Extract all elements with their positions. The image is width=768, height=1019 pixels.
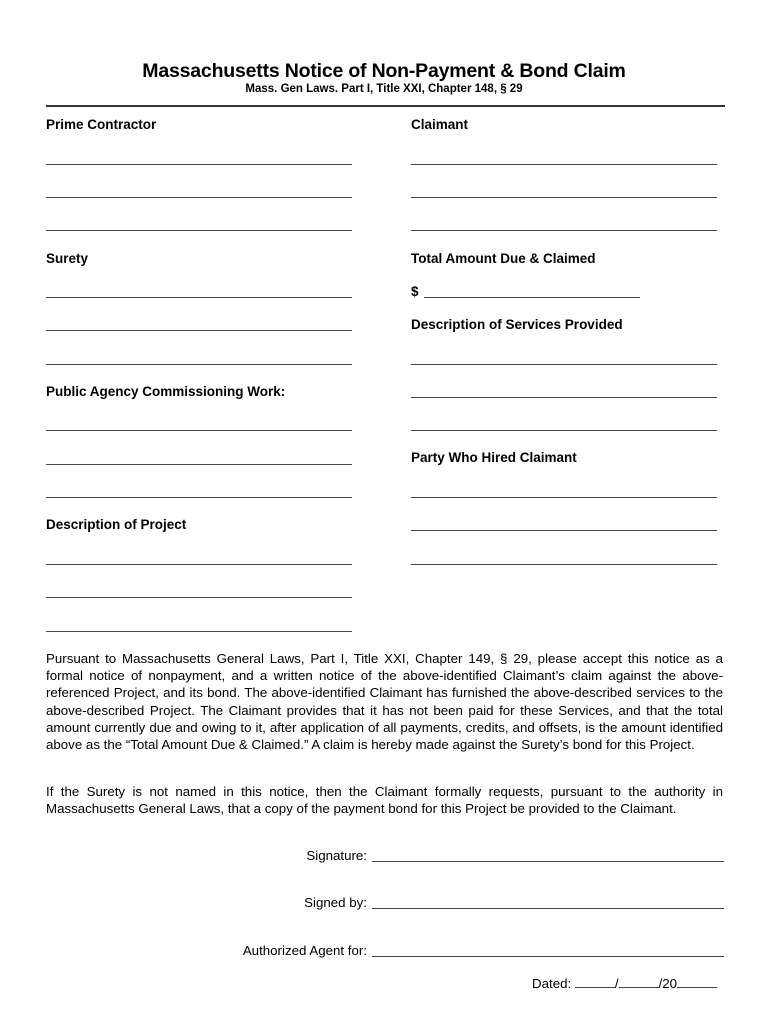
surety-label: Surety — [46, 251, 89, 266]
claimant-field-3[interactable] — [411, 230, 717, 231]
public-agency-field-3[interactable] — [46, 497, 352, 498]
signature-label: Signature: — [306, 848, 367, 863]
public-agency-label: Public Agency Commissioning Work: — [46, 384, 286, 399]
document-subtitle: Mass. Gen Laws. Part I, Title XXI, Chapter 148, § 29 — [245, 83, 523, 95]
services-description-field-3[interactable] — [411, 430, 717, 431]
claimant-label: Claimant — [411, 117, 469, 132]
header-divider — [46, 105, 725, 107]
date-year-field[interactable] — [677, 975, 717, 988]
authorized-agent-label: Authorized Agent for: — [242, 943, 367, 958]
dated-label: Dated: — [532, 976, 572, 991]
dollar-sign: $ — [411, 284, 419, 299]
total-amount-field[interactable] — [424, 297, 640, 298]
claimant-field-1[interactable] — [411, 164, 717, 165]
signature-field[interactable] — [372, 861, 724, 862]
project-description-field-3[interactable] — [46, 631, 352, 632]
party-who-hired-label: Party Who Hired Claimant — [411, 450, 577, 465]
public-agency-field-2[interactable] — [46, 464, 352, 465]
project-description-field-1[interactable] — [46, 564, 352, 565]
prime-contractor-field-1[interactable] — [46, 164, 352, 165]
surety-field-1[interactable] — [46, 297, 352, 298]
surety-field-3[interactable] — [46, 364, 352, 365]
claimant-field-2[interactable] — [411, 197, 717, 198]
party-who-hired-field-1[interactable] — [411, 497, 717, 498]
bond-request-paragraph: If the Surety is not named in this notice, then the Claimant formally requests, pursuant to the authority in Massachusetts General Laws, that a copy of the payment bond for this Project be provided to the Claimant. — [46, 784, 723, 817]
prime-contractor-label: Prime Contractor — [46, 117, 157, 132]
services-description-field-2[interactable] — [411, 397, 717, 398]
surety-field-2[interactable] — [46, 330, 352, 331]
document-title: Massachusetts Notice of Non-Payment & Bond Claim — [142, 60, 626, 82]
description-of-services-label: Description of Services Provided — [411, 317, 623, 332]
description-of-project-label: Description of Project — [46, 517, 187, 532]
total-amount-label: Total Amount Due & Claimed — [411, 251, 596, 266]
party-who-hired-field-3[interactable] — [411, 564, 717, 565]
prime-contractor-field-3[interactable] — [46, 230, 352, 231]
date-day-field[interactable] — [619, 975, 659, 988]
prime-contractor-field-2[interactable] — [46, 197, 352, 198]
date-separator: / — [614, 976, 619, 991]
project-description-field-2[interactable] — [46, 597, 352, 598]
notice-paragraph: Pursuant to Massachusetts General Laws, Part I, Title XXI, Chapter 149, § 29, please accept this notice as a formal notice of nonpayment, and a written notice of the above-identified Claimant’s claim against the above-referenced Project, and its bond. The above-identified Claimant has furnished the above-described services to the above-described Project. The Claimant provides that it has not been paid for these Services, and that the total amount currently due and owing to it, after application of all payments, credits, and offsets, is the amount identified above as the “Total Amount Due & Claimed.” A claim is hereby made against the Surety’s bond for this Project. — [46, 651, 723, 753]
services-description-field-1[interactable] — [411, 364, 717, 365]
public-agency-field-1[interactable] — [46, 430, 352, 431]
signed-by-label: Signed by: — [304, 895, 367, 910]
date-month-field[interactable] — [575, 975, 615, 988]
authorized-agent-field[interactable] — [372, 956, 724, 957]
signed-by-field[interactable] — [372, 908, 724, 909]
dated-row — [532, 975, 717, 991]
year-prefix: /20 — [658, 976, 678, 991]
party-who-hired-field-2[interactable] — [411, 530, 717, 531]
